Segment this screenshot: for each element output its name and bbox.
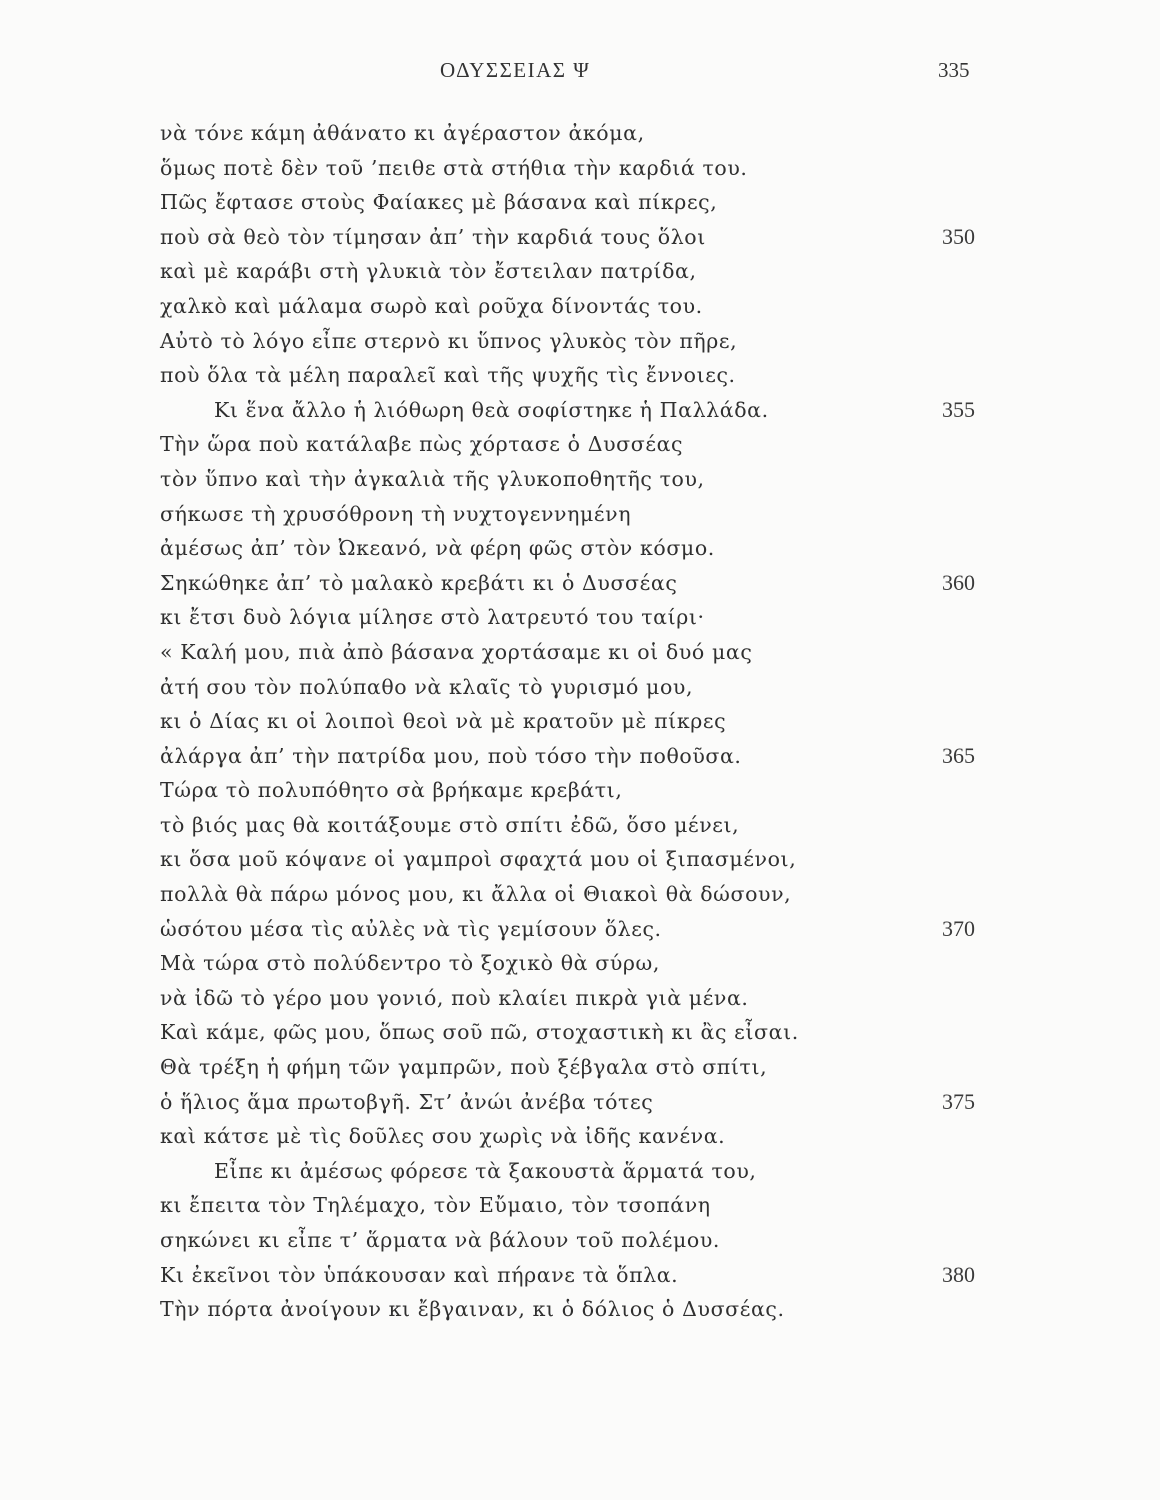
verse-line [0, 185, 1160, 220]
verse-text: ἀλάργα ἀπ’ τὴν πατρίδα μου, ποὺ τόσο τὴν ποθοῦσα. [160, 743, 742, 768]
verse-text: Πῶς ἔφτασε στοὺς Φαίακες μὲ βάσανα καὶ πίκρες, [160, 190, 718, 215]
verse-line [0, 981, 1160, 1016]
verse-line [0, 635, 1160, 670]
verse-text: ποὺ σὰ θεὸ τὸν τίμησαν ἀπ’ τὴν καρδιά τους ὅλοι [160, 224, 706, 249]
verse-text: σηκώνει κι εἶπε τ’ ἅρματα νὰ βάλουν τοῦ πολέμου. [160, 1228, 721, 1252]
verse-text: Αὐτὸ τὸ λόγο εἶπε στερνὸ κι ὕπνος γλυκὸς τὸν πῆρε, [160, 328, 738, 353]
verse-text: Τὴν πόρτα ἀνοίγουν κι ἔβγαιναν, κι ὁ δόλιος ὁ Δυσσέας. [160, 1297, 785, 1322]
verse-line [0, 427, 1160, 462]
line-number: 375 [942, 1088, 975, 1114]
verse-text: καὶ μὲ καράβι στὴ γλυκιὰ τὸν ἔστειλαν πατρίδα, [160, 259, 697, 284]
verse-text: Εἶπε κι ἀμέσως φόρεσε τὰ ξακουστὰ ἅρματά του, [214, 1158, 757, 1183]
verse-line [0, 808, 1160, 843]
verse-text: ἀτή σου τὸν πολύπαθο νὰ κλαῖς τὸ γυρισμό μου, [160, 674, 694, 699]
verse-line [0, 1085, 1160, 1120]
line-number: 360 [942, 569, 975, 595]
verse-line [0, 254, 1160, 289]
verse-text: Κι ἐκεῖνοι τὸν ὑπάκουσαν καὶ πήρανε τὰ ὅπλα. [160, 1262, 679, 1287]
verse-line [0, 1292, 1160, 1327]
verse-text: κι ἔτσι δυὸ λόγια μίλησε στὸ λατρευτό του ταίρι· [160, 605, 705, 630]
verse-text: τὸ βιός μας θὰ κοιτάξουμε στὸ σπίτι ἐδῶ, ὅσο μένει, [160, 812, 740, 837]
verse-text: νὰ ἰδῶ τὸ γέρο μου γονιό, ποὺ κλαίει πικρὰ γιὰ μένα. [160, 985, 749, 1010]
verse-text: νὰ τόνε κάμη ἀθάνατο κι ἀγέραστον ἀκόμα, [160, 121, 645, 145]
verse-text: καὶ κάτσε μὲ τὶς δοῦλες σου χωρὶς νὰ ἰδῆς κανένα. [160, 1124, 726, 1149]
line-number: 370 [942, 915, 975, 941]
verse-text: ἀμέσως ἀπ’ τὸν Ὠκεανό, νὰ φέρη φῶς στὸν κόσμο. [160, 536, 715, 561]
verse-line [0, 324, 1160, 359]
page-number: 335 [938, 58, 970, 82]
verse-line [0, 393, 1160, 428]
verse-line [0, 704, 1160, 739]
verse-text: χαλκὸ καὶ μάλαμα σωρὸ καὶ ροῦχα δίνοντάς του. [160, 293, 703, 318]
verse-line [0, 497, 1160, 532]
verse-text: Σηκώθηκε ἀπ’ τὸ μαλακὸ κρεβάτι κι ὁ Δυσσέας [160, 570, 678, 595]
verse-text: Κι ἕνα ἄλλο ἡ λιόθωρη θεὰ σοφίστηκε ἡ Παλλάδα. [214, 397, 769, 422]
verse-text: Τώρα τὸ πολυπόθητο σὰ βρήκαμε κρεβάτι, [160, 778, 623, 803]
line-number: 365 [942, 742, 975, 768]
verse-line [0, 462, 1160, 497]
verse-line [0, 1188, 1160, 1223]
verse-line [0, 1015, 1160, 1050]
verse-text: Καὶ κάμε, φῶς μου, ὅπως σοῦ πῶ, στοχαστικὴ κι ἂς εἶσαι. [160, 1020, 799, 1045]
verse-text: ποὺ ὅλα τὰ μέλη παραλεῖ καὶ τῆς ψυχῆς τὶς ἔννοιες. [160, 363, 736, 388]
verse-line [0, 358, 1160, 393]
verse-line [0, 1050, 1160, 1085]
running-title: ΟΔΥΣΣΕΙΑΣ Ψ [440, 58, 591, 82]
verse-text: ὁ ἥλιος ἅμα πρωτοβγῆ. Στ’ ἀνώι ἀνέβα τότες [160, 1089, 654, 1114]
verse-text: κι ἔπειτα τὸν Τηλέμαχο, τὸν Εὔμαιο, τὸν τσοπάνη [160, 1193, 711, 1218]
verse-text: « Καλή μου, πιὰ ἀπὸ βάσανα χορτάσαμε κι οἱ δυό μας [160, 639, 753, 664]
line-number: 380 [942, 1261, 975, 1287]
verse-text: σήκωσε τὴ χρυσόθρονη τὴ νυχτογεννημένη [160, 501, 632, 526]
verse-text: πολλὰ θὰ πάρω μόνος μου, κι ἄλλα οἱ Θιακοὶ θὰ δώσουν, [160, 882, 792, 907]
verse-line [0, 566, 1160, 601]
verse-line [0, 1258, 1160, 1293]
verse-line [0, 912, 1160, 947]
verse-line [0, 1223, 1160, 1258]
verse-line [0, 289, 1160, 324]
verse-block [0, 116, 1160, 1327]
verse-line [0, 1154, 1160, 1189]
verse-line [0, 739, 1160, 774]
verse-text: Τὴν ὥρα ποὺ κατάλαβε πὼς χόρτασε ὁ Δυσσέας [160, 432, 684, 457]
line-number: 355 [942, 396, 975, 422]
verse-line [0, 670, 1160, 705]
verse-line [0, 531, 1160, 566]
line-number: 350 [942, 223, 975, 249]
verse-line [0, 600, 1160, 635]
verse-text: κι ὁ Δίας κι οἱ λοιποὶ θεοὶ νὰ μὲ κρατοῦν μὲ πίκρες [160, 709, 727, 734]
verse-line [0, 842, 1160, 877]
verse-line [0, 1119, 1160, 1154]
verse-text: κι ὅσα μοῦ κόψανε οἱ γαμπροὶ σφαχτά μου οἱ ξιπασμένοι, [160, 847, 797, 872]
verse-line [0, 773, 1160, 808]
verse-text: ὅμως ποτὲ δὲν τοῦ ’πειθε στὰ στήθια τὴν καρδιά του. [160, 155, 748, 180]
verse-text: τὸν ὕπνο καὶ τὴν ἀγκαλιὰ τῆς γλυκοποθητῆς του, [160, 466, 705, 491]
verse-text: Μὰ τώρα στὸ πολύδεντρο τὸ ξοχικὸ θὰ σύρω, [160, 951, 660, 976]
verse-text: Θὰ τρέξη ἡ φήμη τῶν γαμπρῶν, ποὺ ξέβγαλα στὸ σπίτι, [160, 1055, 768, 1080]
verse-line [0, 116, 1160, 151]
running-head [0, 58, 1160, 88]
verse-text: ὡσότου μέσα τὶς αὐλὲς νὰ τὶς γεμίσουν ὅλες. [160, 916, 662, 941]
verse-line [0, 151, 1160, 186]
verse-line [0, 220, 1160, 255]
verse-line [0, 877, 1160, 912]
verse-line [0, 946, 1160, 981]
